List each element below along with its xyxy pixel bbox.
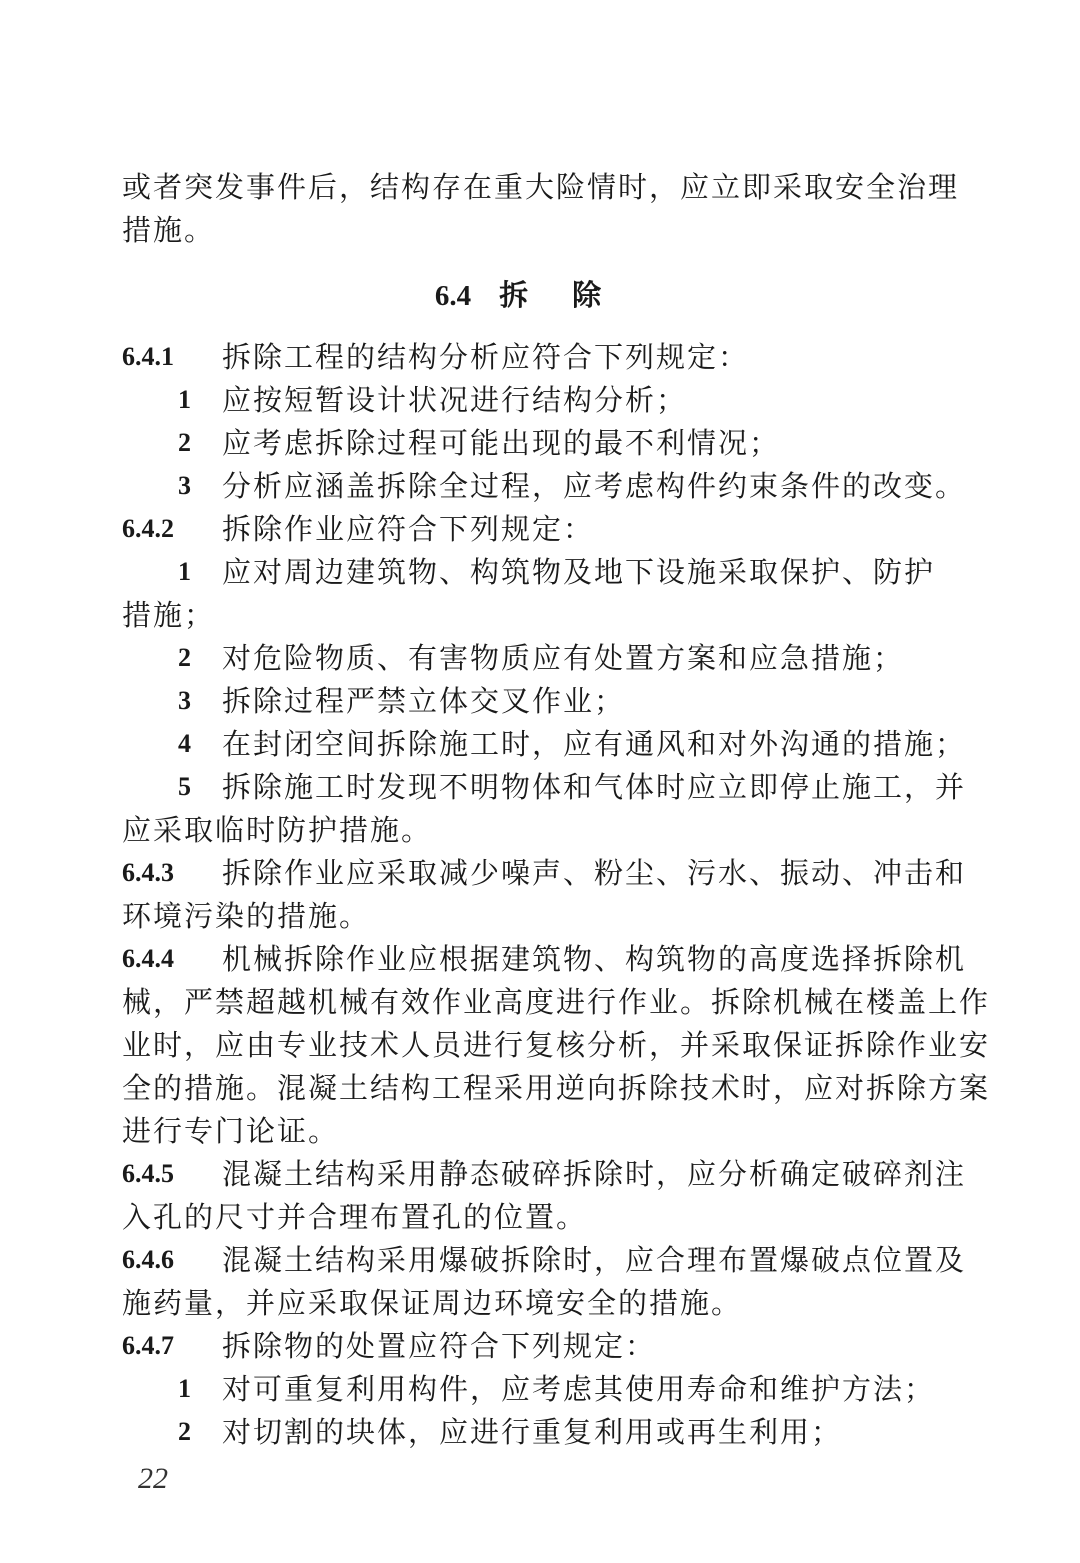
section-heading xyxy=(0,276,1080,315)
intro-line: 或者突发事件后，结构存在重大险情时，应立即采取安全治理 xyxy=(122,170,960,204)
clause-number: 6.4.2 xyxy=(122,514,174,543)
item-line: 拆除过程严禁立体交叉作业； xyxy=(222,684,626,718)
item-line: 分析应涵盖拆除全过程，应考虑构件约束条件的改变。 xyxy=(222,469,967,503)
item-line: 措施； xyxy=(122,598,216,632)
item-number: 4 xyxy=(178,729,191,758)
clause-line: 拆除物的处置应符合下列规定： xyxy=(222,1329,657,1363)
item-number: 3 xyxy=(178,686,191,715)
item-line: 对可重复利用构件，应考虑其使用寿命和维护方法； xyxy=(222,1372,936,1406)
clause-line: 业时，应由专业技术人员进行复核分析，并采取保证拆除作业安 xyxy=(122,1028,991,1062)
clause-line: 机械拆除作业应根据建筑物、构筑物的高度选择拆除机 xyxy=(222,942,967,976)
clause-line: 环境污染的措施。 xyxy=(122,899,371,933)
clause-line: 入孔的尺寸并合理布置孔的位置。 xyxy=(122,1200,588,1234)
item-line: 应对周边建筑物、构筑物及地下设施采取保护、防护 xyxy=(222,555,936,589)
clause-line: 进行专门论证。 xyxy=(122,1114,340,1148)
item-number: 1 xyxy=(178,385,191,414)
item-line: 在封闭空间拆除施工时，应有通风和对外沟通的措施； xyxy=(222,727,967,761)
clause-line: 拆除作业应采取减少噪声、粉尘、污水、振动、冲击和 xyxy=(222,856,967,890)
clause-line: 械，严禁超越机械有效作业高度进行作业。拆除机械在楼盖上作 xyxy=(122,985,991,1019)
item-line: 应采取临时防护措施。 xyxy=(122,813,433,847)
clause-number: 6.4.4 xyxy=(122,944,174,973)
item-line: 应考虑拆除过程可能出现的最不利情况； xyxy=(222,426,781,460)
item-number: 3 xyxy=(178,471,191,500)
item-line: 应按短暂设计状况进行结构分析； xyxy=(222,383,688,417)
section-title: 拆除 xyxy=(499,278,646,312)
clause-line: 混凝土结构采用静态破碎拆除时，应分析确定破碎剂注 xyxy=(222,1157,967,1191)
clause-number: 6.4.5 xyxy=(122,1159,174,1188)
clause-number: 6.4.3 xyxy=(122,858,174,887)
clause-line: 全的措施。混凝土结构工程采用逆向拆除技术时，应对拆除方案 xyxy=(122,1071,991,1105)
item-line: 对危险物质、有害物质应有处置方案和应急措施； xyxy=(222,641,905,675)
item-number: 5 xyxy=(178,772,191,801)
item-number: 2 xyxy=(178,643,191,672)
clause-number: 6.4.7 xyxy=(122,1331,174,1360)
clause-line: 拆除工程的结构分析应符合下列规定： xyxy=(222,340,750,374)
clause-line: 混凝土结构采用爆破拆除时，应合理布置爆破点位置及 xyxy=(222,1243,967,1277)
item-line: 对切割的块体，应进行重复利用或再生利用； xyxy=(222,1415,843,1449)
clause-line: 拆除作业应符合下列规定： xyxy=(222,512,595,546)
page-number: 22 xyxy=(138,1462,168,1495)
item-number: 2 xyxy=(178,428,191,457)
item-line: 拆除施工时发现不明物体和气体时应立即停止施工，并 xyxy=(222,770,967,804)
item-number: 2 xyxy=(178,1417,191,1446)
clause-line: 施药量，并应采取保证周边环境安全的措施。 xyxy=(122,1286,743,1320)
item-number: 1 xyxy=(178,557,191,586)
intro-line: 措施。 xyxy=(122,213,216,247)
item-number: 1 xyxy=(178,1374,191,1403)
section-number: 6.4 xyxy=(434,280,472,312)
clause-number: 6.4.1 xyxy=(122,342,174,371)
clause-number: 6.4.6 xyxy=(122,1245,174,1274)
